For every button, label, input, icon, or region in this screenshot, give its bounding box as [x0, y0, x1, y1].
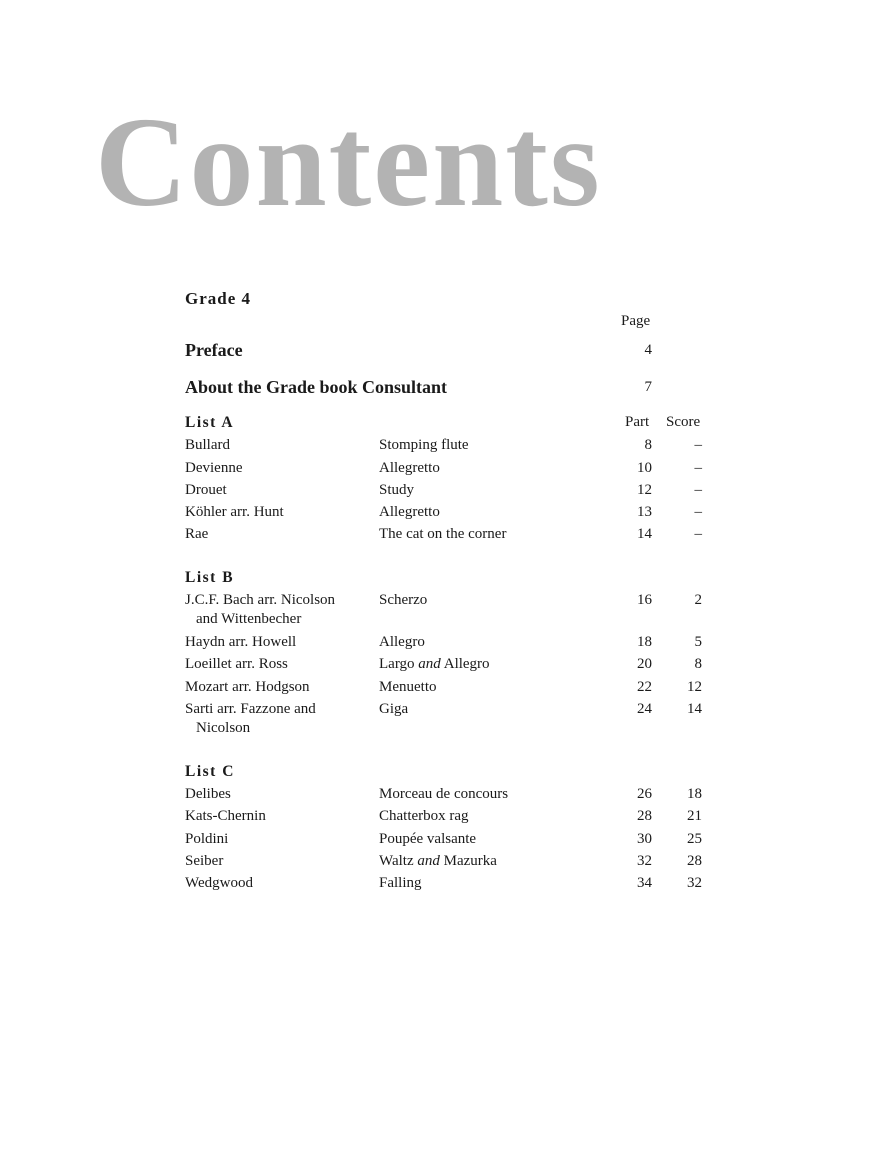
part-column-header: Part — [625, 414, 650, 430]
piece-title-part: Mazurka — [443, 853, 497, 869]
part-page: 16 — [637, 592, 652, 608]
list-item[interactable] — [0, 808, 869, 828]
list-b-heading: List B — [185, 569, 235, 586]
list-item[interactable] — [0, 504, 869, 524]
preface-link[interactable]: Preface — [185, 340, 243, 360]
piece-title: Stomping flute — [379, 437, 469, 453]
page-title: Contents — [95, 91, 602, 233]
score-page: – — [694, 504, 702, 520]
part-page: 13 — [637, 504, 652, 520]
list-item[interactable] — [0, 701, 869, 741]
piece-title: Chatterbox rag — [379, 808, 469, 824]
piece-title: Falling — [379, 875, 422, 891]
piece-title: Allegro — [379, 634, 425, 650]
piece-title-part: Waltz — [379, 853, 414, 869]
score-page: – — [694, 460, 702, 476]
composer: Wedgwood — [185, 875, 253, 891]
part-page: 30 — [637, 831, 652, 847]
composer: Kats-Chernin — [185, 808, 266, 824]
composer: J.C.F. Bach arr. Nicolson — [185, 592, 336, 608]
piece-title: Menuetto — [379, 679, 437, 695]
part-page: 10 — [637, 460, 652, 476]
list-item[interactable] — [0, 634, 869, 654]
piece-title: Allegretto — [379, 504, 440, 520]
composer: Poldini — [185, 831, 229, 847]
list-item[interactable] — [0, 853, 869, 873]
score-page: 18 — [687, 786, 702, 802]
score-page: – — [694, 482, 702, 498]
composer: Seiber — [185, 853, 224, 869]
score-page: 8 — [694, 656, 702, 672]
part-page: 34 — [637, 875, 652, 891]
piece-title-part: Largo — [379, 656, 415, 672]
composer: Devienne — [185, 460, 243, 476]
composer: Mozart arr. Hodgson — [185, 679, 310, 695]
score-page: – — [694, 526, 702, 542]
list-item[interactable] — [0, 679, 869, 699]
composer: Sarti arr. Fazzone and — [185, 701, 316, 717]
piece-title — [379, 853, 497, 870]
part-page: 20 — [637, 656, 652, 672]
list-item[interactable] — [0, 526, 869, 546]
part-page: 18 — [637, 634, 652, 650]
consultant-page: 7 — [644, 379, 652, 395]
page-column-header: Page — [621, 313, 651, 329]
list-item[interactable] — [0, 592, 869, 632]
list-item[interactable] — [0, 656, 869, 676]
composer: Loeillet arr. Ross — [185, 656, 288, 672]
composer: Haydn arr. Howell — [185, 634, 297, 650]
list-a-heading: List A — [185, 414, 235, 431]
score-page: 2 — [694, 592, 702, 608]
piece-title-join: and — [417, 853, 440, 869]
list-c-heading: List C — [185, 763, 235, 780]
piece-title: Poupée valsante — [379, 831, 477, 847]
score-page: 21 — [687, 808, 702, 824]
score-page: 25 — [687, 831, 702, 847]
preface-page: 4 — [644, 342, 652, 358]
score-page: 14 — [687, 701, 702, 717]
composer: Köhler arr. Hunt — [185, 504, 284, 520]
score-page: 5 — [694, 634, 702, 650]
piece-title: Scherzo — [379, 592, 428, 608]
score-page: 28 — [687, 853, 702, 869]
part-page: 22 — [637, 679, 652, 695]
piece-title: Study — [379, 482, 415, 498]
list-item[interactable] — [0, 482, 869, 502]
list-item[interactable] — [0, 437, 869, 457]
score-page: 12 — [687, 679, 702, 695]
composer-continuation: and Wittenbecher — [196, 611, 302, 627]
piece-title — [379, 656, 490, 673]
part-page: 28 — [637, 808, 652, 824]
composer: Bullard — [185, 437, 230, 453]
list-item[interactable] — [0, 831, 869, 851]
list-item[interactable] — [0, 786, 869, 806]
composer: Rae — [185, 526, 209, 542]
list-item[interactable] — [0, 875, 869, 895]
part-page: 14 — [637, 526, 652, 542]
score-column-header: Score — [666, 414, 701, 430]
part-page: 12 — [637, 482, 652, 498]
consultant-link[interactable]: About the Grade book Consultant — [185, 377, 448, 397]
composer: Drouet — [185, 482, 227, 498]
piece-title: Allegretto — [379, 460, 440, 476]
part-page: 26 — [637, 786, 652, 802]
part-page: 8 — [644, 437, 652, 453]
piece-title-part: Allegro — [443, 656, 490, 672]
composer: Delibes — [185, 786, 231, 802]
part-page: 32 — [637, 853, 652, 869]
piece-title-join: and — [418, 656, 441, 672]
piece-title: Giga — [379, 701, 409, 717]
part-page: 24 — [637, 701, 652, 717]
list-item[interactable] — [0, 460, 869, 480]
piece-title: Morceau de concours — [379, 786, 509, 802]
score-page: 32 — [687, 875, 702, 891]
composer-continuation: Nicolson — [196, 720, 251, 736]
piece-title: The cat on the corner — [379, 526, 507, 542]
score-page: – — [694, 437, 702, 453]
grade-heading: Grade 4 — [185, 289, 252, 308]
